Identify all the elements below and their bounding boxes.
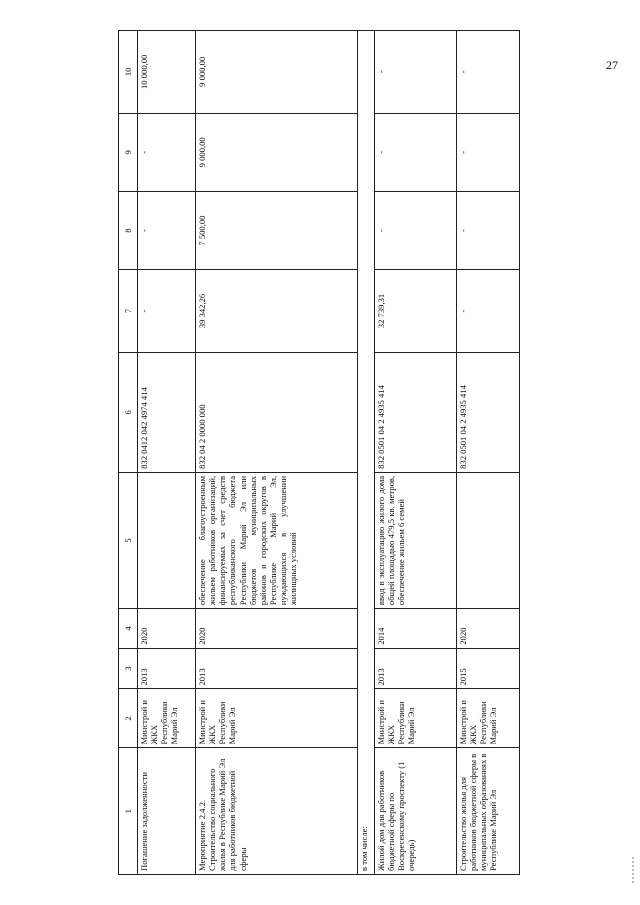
end-year: 2020: [196, 609, 358, 649]
executor: Минстрой и ЖКХ Республики Марий Эл: [375, 689, 457, 748]
empty-cell: [358, 270, 375, 353]
column-header: 6: [119, 352, 138, 472]
column-header: 3: [119, 648, 138, 689]
column-number-row: [119, 31, 138, 875]
column-header: 7: [119, 270, 138, 353]
amount-col8: -: [138, 191, 196, 269]
table-row: [375, 31, 457, 875]
amount-col7: 39 342,26: [196, 270, 358, 353]
empty-cell: [358, 352, 375, 472]
end-year: 2020: [138, 609, 196, 649]
activity-name: Строительство жилья для работников бюджетной сферы в муниципальных образованиях в Республике Марий Эл: [457, 748, 520, 875]
amount-col9: -: [457, 113, 520, 191]
budget-code: 832 0501 04 2 4935 414: [457, 352, 520, 472]
column-header: 8: [119, 191, 138, 269]
start-year: 2013: [196, 648, 358, 689]
expected-result: [138, 472, 196, 608]
amount-col9: -: [138, 113, 196, 191]
amount-col8: -: [457, 191, 520, 269]
empty-cell: [358, 648, 375, 689]
expected-result: ввод в эксплуатацию жилого дома общей площадью 479,5 кв. метров, обеспечение жильем 6 семей: [375, 472, 457, 608]
table-row: [457, 31, 520, 875]
expected-result: [457, 472, 520, 608]
start-year: 2013: [138, 648, 196, 689]
column-header: 2: [119, 689, 138, 748]
subsection-label: в том числе:: [358, 748, 375, 875]
amount-col10: 10 000,00: [138, 31, 196, 114]
end-year: 2014: [375, 609, 457, 649]
executor: Минстрой и ЖКХ Республики Марий Эл: [457, 689, 520, 748]
budget-code: 832 0501 04 2 4935 414: [375, 352, 457, 472]
activity-name: Погашение задолженности: [138, 748, 196, 875]
amount-col7: -: [138, 270, 196, 353]
table-row: [196, 31, 358, 875]
amount-col7: -: [457, 270, 520, 353]
empty-cell: [358, 31, 375, 114]
page-number: 27: [606, 58, 618, 72]
start-year: 2013: [375, 648, 457, 689]
empty-cell: [358, 689, 375, 748]
column-header: 5: [119, 472, 138, 608]
table-row: [138, 31, 196, 875]
amount-col9: 9 000,00: [196, 113, 358, 191]
amount-col7: 32 739,31: [375, 270, 457, 353]
activity-name: Жилой дом для работников бюджетной сферы по Воскресенскому проспекту (1 очередь): [375, 748, 457, 875]
empty-cell: [358, 472, 375, 608]
column-header: 10: [119, 31, 138, 114]
amount-col10: -: [375, 31, 457, 114]
amount-col9: -: [375, 113, 457, 191]
empty-cell: [358, 609, 375, 649]
start-year: 2015: [457, 648, 520, 689]
activity-name: Мероприятие 2.4.2. Строительство социального жилья в Республике Марий Эл для работников бюджетной сферы: [196, 748, 358, 875]
scan-artifact: [632, 857, 634, 885]
budget-code: 832 0412 042 4974 414: [138, 352, 196, 472]
empty-cell: [358, 113, 375, 191]
amount-col8: -: [375, 191, 457, 269]
subsection-row: [358, 31, 375, 875]
amount-col8: 7 500,00: [196, 191, 358, 269]
column-header: 1: [119, 748, 138, 875]
rotated-table-container: [118, 30, 520, 875]
amount-col10: -: [457, 31, 520, 114]
column-header: 4: [119, 609, 138, 649]
executor: Минстрой и ЖКХ Республики Марий Эл: [196, 689, 358, 748]
program-activities-table: [118, 30, 520, 875]
expected-result: обеспечение благоустроенным жильем работников организаций, финансируемых за счет средств республиканского бюджета Республики Марий Эл или бюджетов муниципальных районов и городских округов в Республике Марий Эл, нуждающихся в улучшении жилищных условий: [196, 472, 358, 608]
empty-cell: [358, 191, 375, 269]
amount-col10: 9 000,00: [196, 31, 358, 114]
end-year: 2020: [457, 609, 520, 649]
executor: Минстрой и ЖКХ Республики Марий Эл: [138, 689, 196, 748]
column-header: 9: [119, 113, 138, 191]
budget-code: 832 04 2 0000 000: [196, 352, 358, 472]
